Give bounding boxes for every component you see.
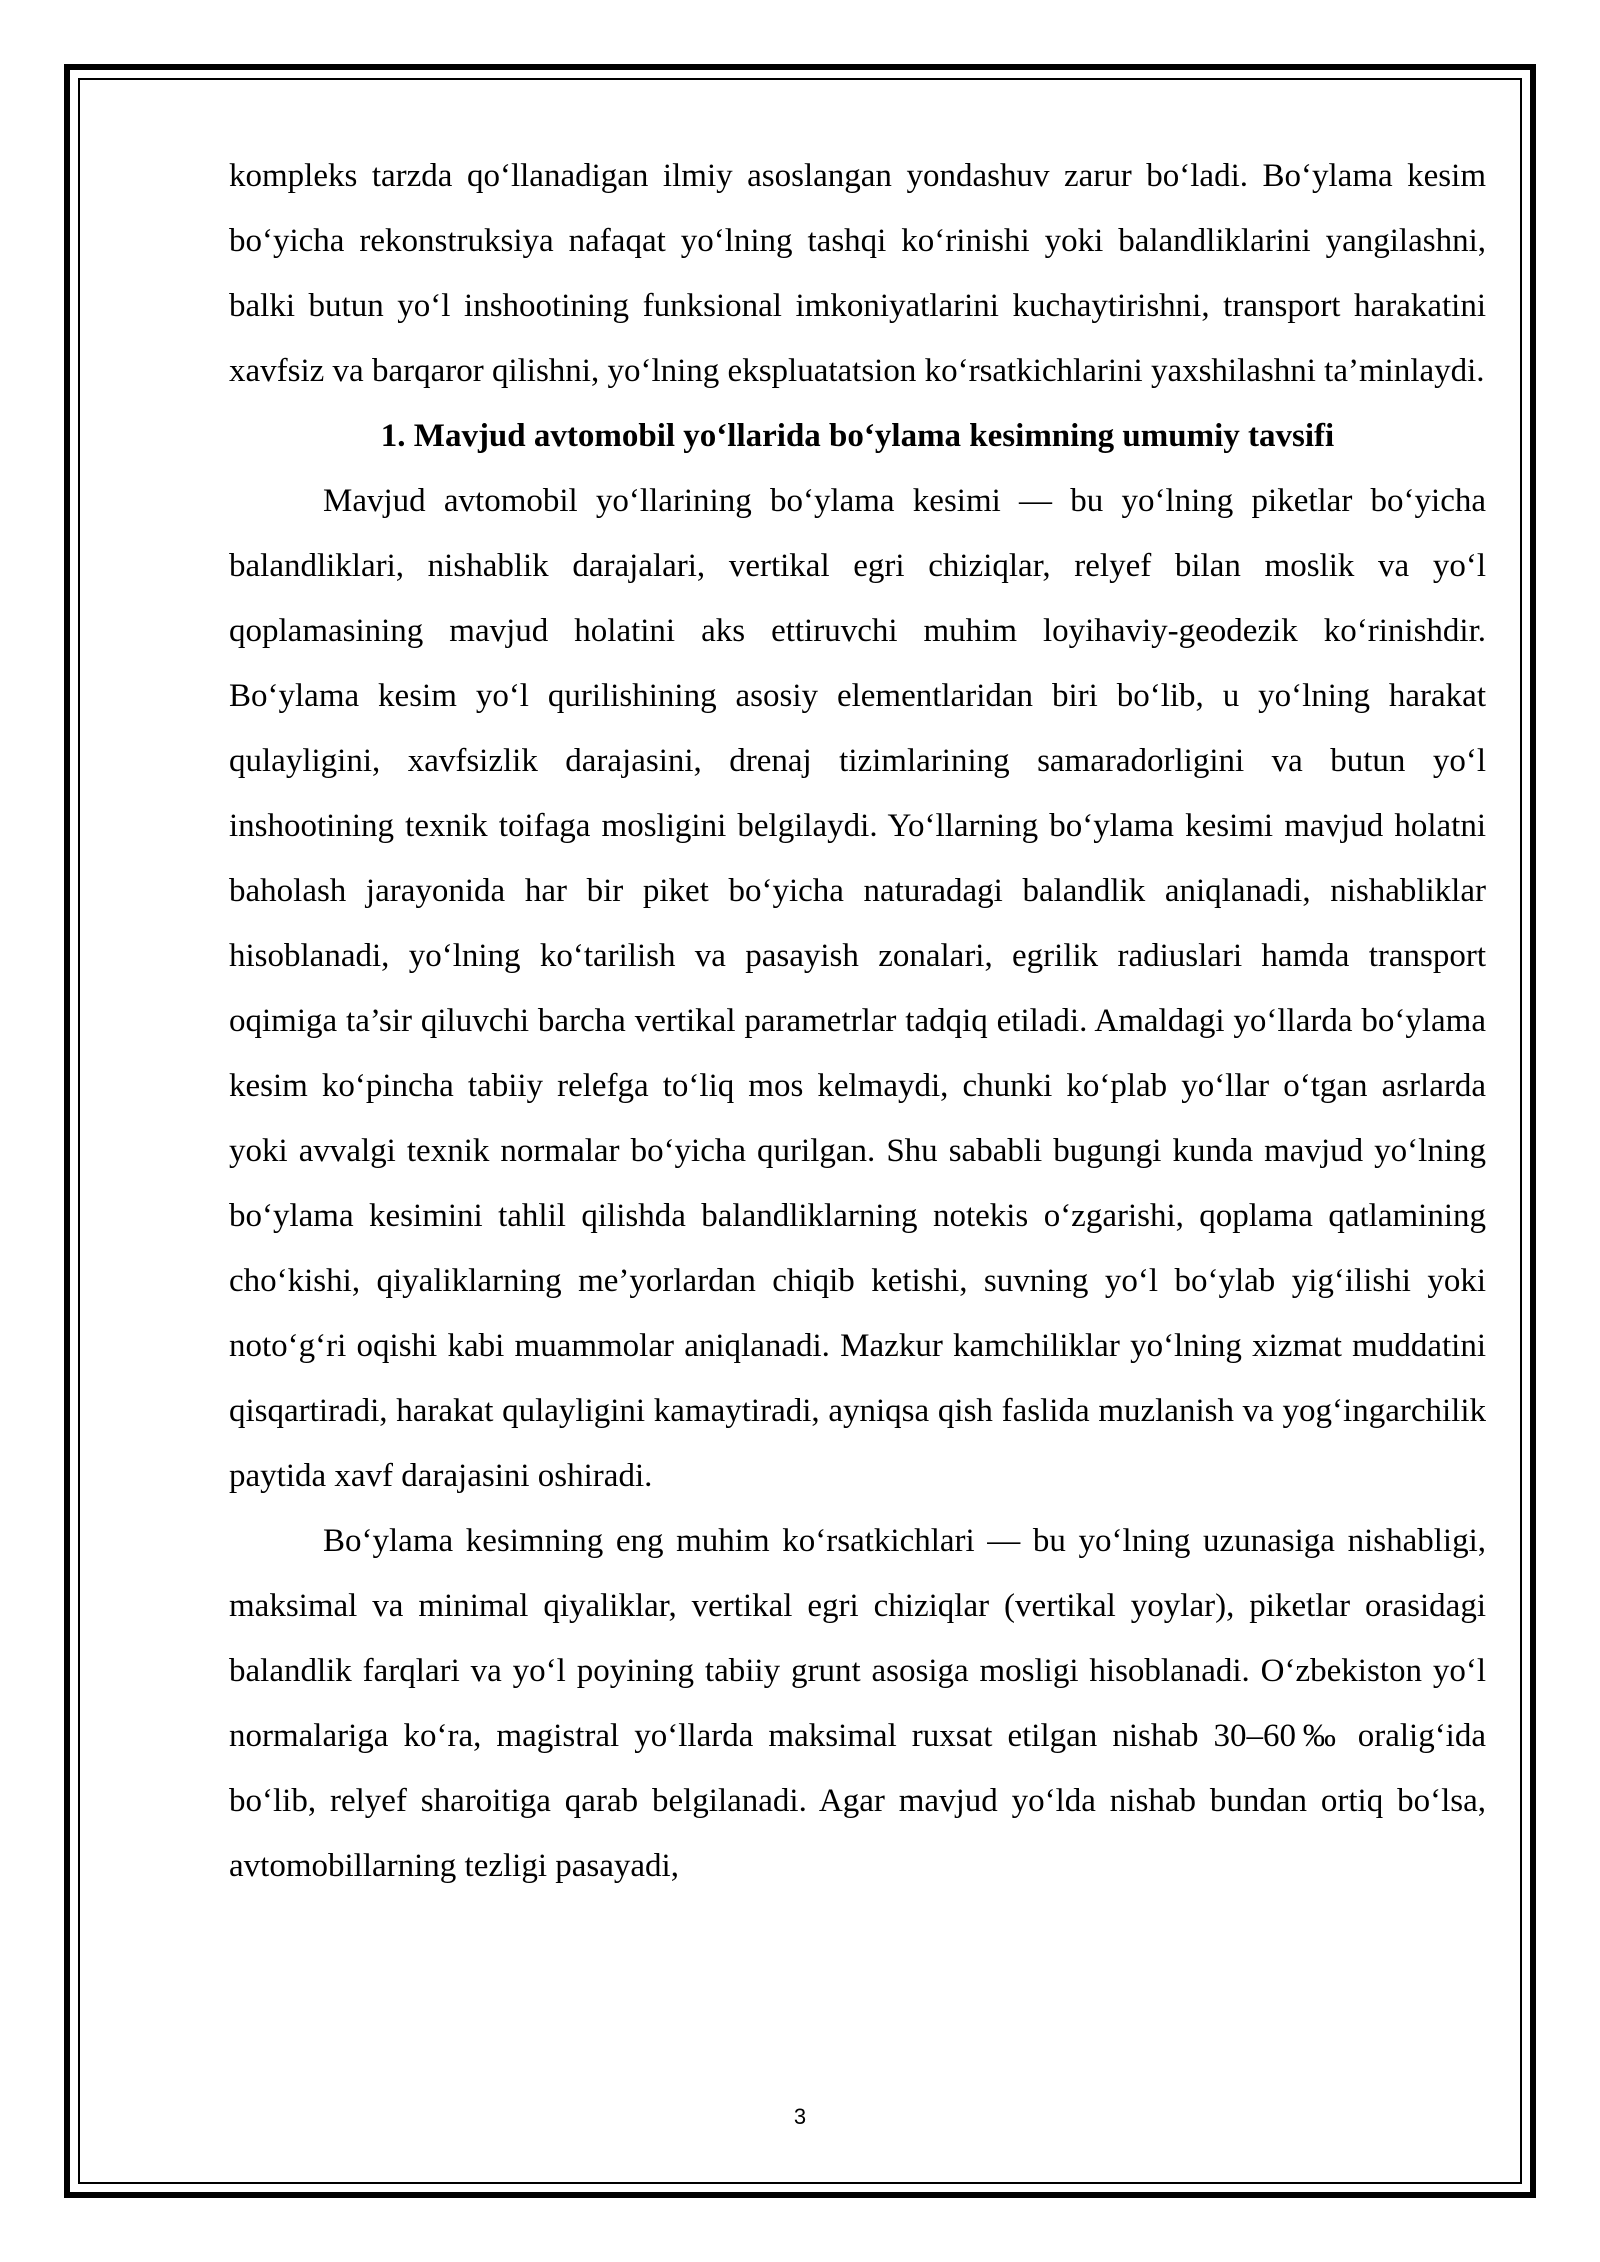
paragraph-indicators: Bo‘ylama kesimning eng muhim ko‘rsatkichlari — bu yo‘lning uzunasiga nishabligi, maksimal va minimal qiyaliklar, vertikal egri chiziqlar (vertikal yoylar), piketlar orasidagi balandlik farqlari va yo‘l poyining tabiiy grunt asosiga mosligi hisoblanadi. O‘zbekiston yo‘l normalariga ko‘ra, magistral yo‘llarda maksimal ruxsat etilgan nishab 30–60‰ oralig‘ida bo‘lib, relyef sharoitiga qarab belgilanadi. Agar mavjud yo‘lda nishab bundan ortiq bo‘lsa, avtomobillarning tezligi pasayadi, <box>229 1523 1486 1884</box>
paragraph-description: Mavjud avtomobil yo‘llarining bo‘ylama kesimi — bu yo‘lning piketlar bo‘yicha balandliklari, nishablik darajalari, vertikal egri chiziqlar, relyef bilan moslik va yo‘l qoplamasining mavjud holatini aks ettiruvchi muhim loyihaviy-geodezik ko‘rinishdir. Bo‘ylama kesim yo‘l qurilishining asosiy elementlaridan biri bo‘lib, u yo‘lning harakat qulayligini, xavfsizlik darajasini, drenaj tizimlarining samaradorligini va butun yo‘l inshootining texnik toifaga mosligini belgilaydi. Yo‘llarning bo‘ylama kesimi mavjud holatni baholash jarayonida har bir piket bo‘yicha naturadagi balandlik aniqlanadi, nishabliklar hisoblanadi, yo‘lning ko‘tarilish va pasayish zonalari, egrilik radiuslari hamda transport oqimiga ta’sir qiluvchi barcha vertikal parametrlar tadqiq etiladi. Amaldagi yo‘llarda bo‘ylama kesim ko‘pincha tabiiy relefga to‘liq mos kelmaydi, chunki ko‘plab yo‘llar o‘tgan asrlarda yoki avvalgi texnik normalar bo‘yicha qurilgan. Shu sababli bugungi kunda mavjud yo‘lning bo‘ylama kesimini tahlil qilishda balandliklarning notekis o‘zgarishi, qoplama qatlamining cho‘kishi, qiyaliklarning me’yorlardan chiqib ketishi, suvning yo‘l bo‘ylab yig‘ilishi yoki noto‘g‘ri oqishi kabi muammolar aniqlanadi. Mazkur kamchiliklar yo‘lning xizmat muddatini qisqartiradi, harakat qulayligini kamaytiradi, ayniqsa qish faslida muzlanish va yog‘ingarchilik paytida xavf darajasini oshiradi. <box>229 483 1486 1494</box>
document-body <box>229 144 1486 1899</box>
paragraph-intro: kompleks tarzda qo‘llanadigan ilmiy asoslangan yondashuv zarur bo‘ladi. Bo‘ylama kesim bo‘yicha rekonstruksiya nafaqat yo‘lning tashqi ko‘rinishi yoki balandliklarini yangilashni, balki butun yo‘l inshootining funksional imkoniyatlarini kuchaytirishni, transport harakatini xavfsiz va barqaror qilishni, yo‘lning ekspluatatsion ko‘rsatkichlarini yaxshilashni ta’minlaydi. <box>229 158 1486 389</box>
page-number: 3 <box>793 2104 807 2129</box>
section-heading: 1. Mavjud avtomobil yo‘llarida bo‘ylama kesimning umumiy tavsifi <box>380 418 1335 454</box>
